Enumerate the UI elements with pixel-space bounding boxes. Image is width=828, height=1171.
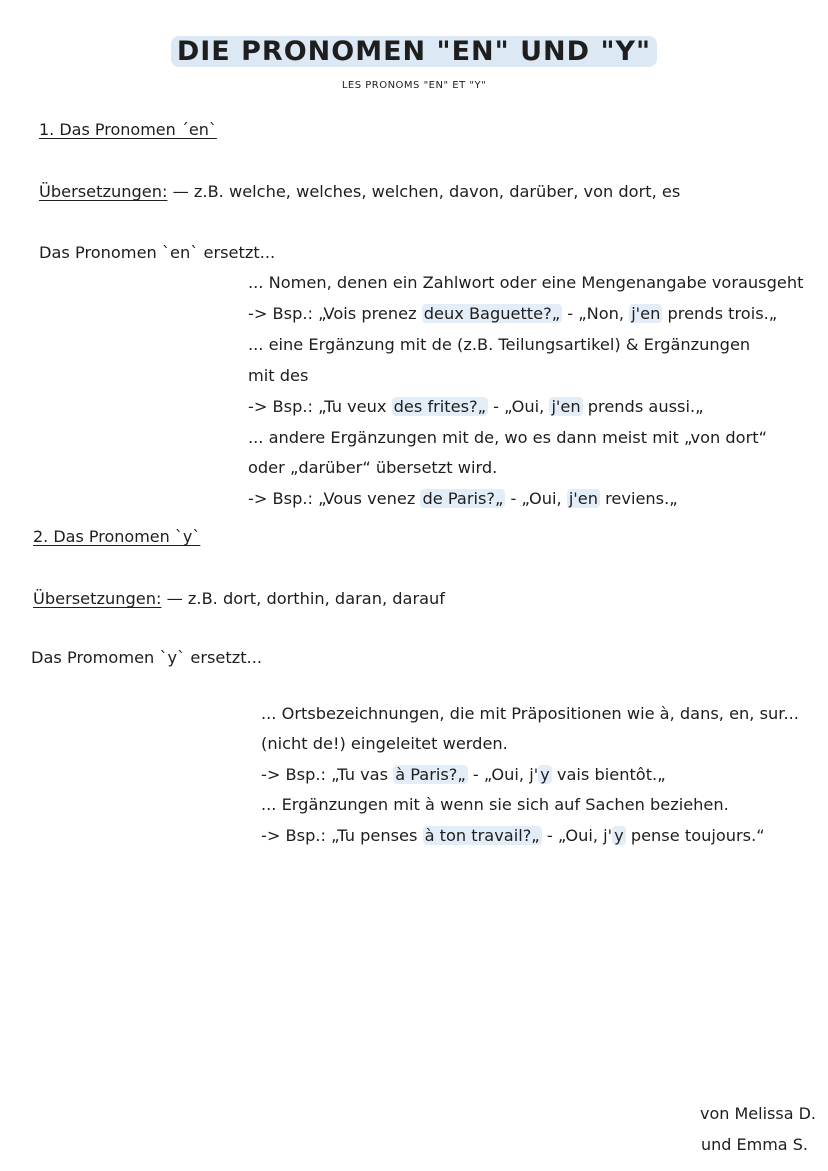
example-highlight: j'en bbox=[551, 397, 581, 416]
author-line-1: von Melissa D. bbox=[700, 1104, 816, 1123]
section1-replaces: Das Pronomen `en` ersetzt... bbox=[39, 243, 276, 262]
example-text: pense toujours.“ bbox=[625, 826, 765, 845]
page-subtitle: LES PRONOMS "EN" ET "Y" bbox=[341, 80, 487, 91]
example-text: reviens.„ bbox=[599, 489, 678, 508]
example-text: -> Bsp.: „Tu vas bbox=[261, 765, 394, 784]
section1-translations-label: Übersetzungen: bbox=[39, 182, 168, 201]
example-highlight: à Paris?„ bbox=[395, 765, 466, 784]
example-text: prends trois.„ bbox=[662, 304, 778, 323]
section1-translations bbox=[39, 182, 680, 201]
example-highlight: des frites?„ bbox=[393, 397, 487, 416]
page-title-text: DIE PRONOMEN "EN" UND "Y" bbox=[171, 36, 657, 67]
section2-translations-label: Übersetzungen: bbox=[33, 589, 162, 608]
section1-line-3: mit des bbox=[248, 366, 309, 385]
section1-example-3 bbox=[248, 489, 678, 508]
section1-example-2 bbox=[248, 397, 703, 416]
example-text: - „Oui, bbox=[488, 397, 550, 416]
example-highlight: j'en bbox=[631, 304, 661, 323]
section2-translations-text: — z.B. dort, dorthin, daran, darauf bbox=[161, 589, 445, 608]
section2-line-1: ... Ortsbezeichnungen, die mit Präpositionen wie à, dans, en, sur... bbox=[261, 704, 799, 723]
example-highlight: deux Baguette?„ bbox=[423, 304, 561, 323]
example-highlight: de Paris?„ bbox=[422, 489, 504, 508]
example-text: vais bientôt.„ bbox=[551, 765, 666, 784]
example-text: - „Non, bbox=[562, 304, 630, 323]
section2-line-3: ... Ergänzungen mit à wenn sie sich auf Sachen beziehen. bbox=[261, 795, 729, 814]
section2-example-1 bbox=[261, 765, 666, 784]
example-text: prends aussi.„ bbox=[582, 397, 704, 416]
section2-translations bbox=[33, 589, 445, 608]
example-text: - „Oui, j' bbox=[541, 826, 613, 845]
example-text: -> Bsp.: „Tu penses bbox=[261, 826, 423, 845]
section2-heading: 2. Das Pronomen `y` bbox=[33, 527, 201, 546]
example-text: - „Oui, j' bbox=[467, 765, 539, 784]
section1-line-2: ... eine Ergänzung mit de (z.B. Teilungsartikel) & Ergänzungen bbox=[248, 335, 751, 354]
section2-line-2: (nicht de!) eingeleitet werden. bbox=[261, 734, 508, 753]
section2-example-2 bbox=[261, 826, 765, 845]
example-highlight: y bbox=[614, 826, 624, 845]
example-text: - „Oui, bbox=[505, 489, 567, 508]
section2-replaces: Das Promomen `y` ersetzt... bbox=[31, 648, 262, 667]
example-text: -> Bsp.: „Vous venez bbox=[248, 489, 421, 508]
section1-example-1 bbox=[248, 304, 777, 323]
section1-line-5: oder „darüber“ übersetzt wird. bbox=[248, 458, 498, 477]
section1-translations-text: — z.B. welche, welches, welchen, davon, darüber, von dort, es bbox=[167, 182, 681, 201]
example-text: -> Bsp.: „Vois prenez bbox=[248, 304, 422, 323]
page-title bbox=[0, 36, 828, 67]
section1-line-1: ... Nomen, denen ein Zahlwort oder eine Mengenangabe vorausgeht bbox=[248, 273, 804, 292]
author-line-2: und Emma S. bbox=[701, 1135, 808, 1154]
example-highlight: j'en bbox=[568, 489, 598, 508]
example-highlight: y bbox=[540, 765, 550, 784]
section1-heading: 1. Das Pronomen ´en` bbox=[39, 120, 217, 139]
section1-line-4: ... andere Ergänzungen mit de, wo es dann meist mit „von dort“ bbox=[248, 428, 767, 447]
example-text: -> Bsp.: „Tu veux bbox=[248, 397, 392, 416]
example-highlight: à ton travail?„ bbox=[424, 826, 540, 845]
